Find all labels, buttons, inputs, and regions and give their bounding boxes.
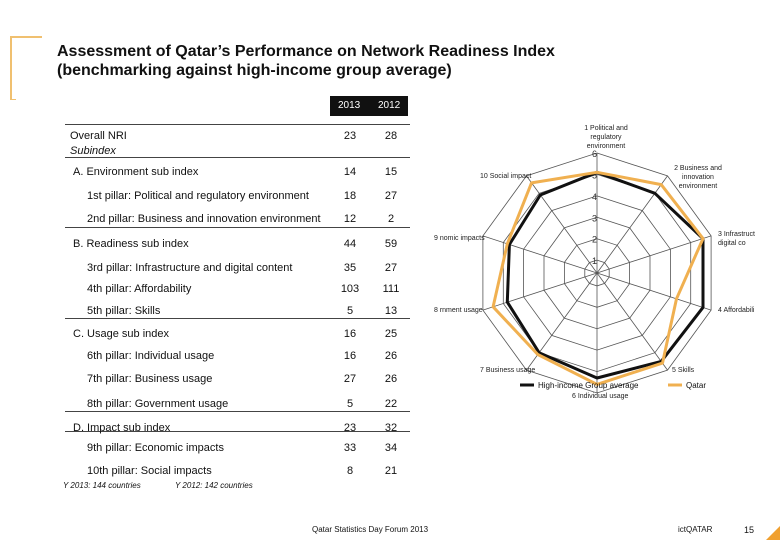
title-line-2: (benchmarking against high-income group average) [57, 62, 452, 79]
radar-tick-label: 4 [592, 191, 598, 202]
table-cell-2013: 27 [343, 373, 357, 385]
radar-spoke [527, 176, 598, 273]
table-cell-2012: 28 [384, 130, 398, 142]
radar-series-qatar [493, 172, 703, 384]
radar-axis-label: 5 Skills [672, 367, 695, 374]
table-row-label: 9th pillar: Economic impacts [87, 442, 224, 454]
table-row-label: B. Readiness sub index [73, 238, 189, 250]
radar-axis-label: digital co [718, 240, 746, 247]
radar-tick-label: 3 [592, 213, 598, 224]
radar-spoke [597, 236, 711, 273]
table-row-label: A. Environment sub index [73, 166, 199, 178]
table-cell-2013: 12 [343, 213, 357, 225]
table-cell-2013: 35 [343, 262, 357, 274]
radar-axis-label: 3 Infrastruct [718, 231, 755, 238]
table-cell-2012: 27 [384, 262, 398, 274]
footer-brand: ictQATAR [678, 525, 713, 534]
table-row-label: 5th pillar: Skills [87, 305, 161, 317]
table-row-label: D. Impact sub index [73, 422, 171, 434]
table-cell-2013: 23 [343, 130, 357, 142]
table-cell-2012: 26 [384, 350, 398, 362]
radar-spoke [597, 176, 668, 273]
table-cell-2013: 18 [343, 190, 357, 202]
table-cell-2012: 111 [382, 283, 400, 295]
radar-tick-label: 6 [592, 149, 598, 159]
table-cell-2013: 23 [343, 422, 357, 434]
footnote-2012: Y 2012: 142 countries [175, 481, 253, 490]
radar-axis-label: 2 Business and [674, 165, 722, 172]
table-row-label: 8th pillar: Government usage [87, 398, 229, 410]
radar-axis-label: 4 Affordabili [718, 307, 755, 314]
table-cell-2012: 22 [384, 398, 398, 410]
col-2013-header: 2013 [338, 100, 361, 111]
table-row-label: C. Usage sub index [73, 328, 169, 340]
radar-axis-label: environment [586, 143, 626, 150]
table-row-label: 1st pillar: Political and regulatory environment [87, 190, 309, 202]
radar-tick-label: 1 [592, 256, 598, 267]
radar-axis-label: innovation [682, 174, 714, 181]
table-cell-2012: 27 [384, 190, 398, 202]
table-row-label: Overall NRI [70, 130, 127, 142]
table-row-label: 10th pillar: Social impacts [87, 465, 212, 477]
table-cell-2012: 34 [384, 442, 398, 454]
radar-axis-label: 8 rnment usage [434, 307, 483, 314]
table-cell-2012: 59 [384, 238, 398, 250]
radar-axis-label: regulatory [590, 134, 622, 141]
table-cell-2012: 13 [384, 305, 398, 317]
table-cell-2013: 103 [340, 283, 360, 295]
table-row-label: 4th pillar: Affordability [87, 283, 192, 295]
table-cell-2012: 25 [384, 328, 398, 340]
radar-axis-label: 1 Political and [584, 125, 628, 132]
table-cell-2012: 15 [384, 166, 398, 178]
legend-label: Qatar [686, 381, 707, 390]
col-2012-header: 2012 [378, 100, 401, 111]
table-cell-2013: 14 [343, 166, 357, 178]
legend-label: High-income Group average [538, 381, 639, 390]
table-row-label: 7th pillar: Business usage [87, 373, 213, 385]
table-cell-2013: 8 [346, 465, 354, 477]
radar-axis-label: 6 Individual usage [572, 393, 629, 400]
table-cell-2012: 2 [387, 213, 395, 225]
table-cell-2013: 44 [343, 238, 357, 250]
table-row-label: 2nd pillar: Business and innovation environment [87, 213, 321, 225]
corner-decoration [766, 526, 780, 540]
table-row-label: 6th pillar: Individual usage [87, 350, 215, 362]
title-line-1: Assessment of Qatar’s Performance on Network Readiness Index [57, 43, 555, 60]
table-cell-2013: 5 [346, 305, 354, 317]
footer-event: Qatar Statistics Day Forum 2013 [312, 525, 429, 534]
table-cell-2013: 5 [346, 398, 354, 410]
table-row-label: 3rd pillar: Infrastructure and digital content [87, 262, 293, 274]
radar-spoke [597, 273, 668, 370]
radar-axis-label: 10 Social impact [480, 173, 532, 180]
radar-spoke [597, 273, 711, 310]
table-cell-2013: 16 [343, 328, 357, 340]
radar-axis-label: 7 Business usage [480, 367, 536, 374]
radar-axis-label: environment [678, 183, 718, 190]
radar-axis-label: 9 nomic impacts [434, 235, 485, 242]
table-cell-2012: 21 [384, 465, 398, 477]
radar-tick-label: 5 [592, 170, 598, 181]
table-cell-2012: 26 [384, 373, 398, 385]
radar-spoke [483, 236, 597, 273]
table-row-label: Subindex [70, 145, 116, 157]
radar-tick-label: 2 [592, 234, 598, 245]
table-cell-2012: 32 [384, 422, 398, 434]
page-number: 15 [744, 525, 755, 535]
table-cell-2013: 16 [343, 350, 357, 362]
footnote-2013: Y 2013: 144 countries [63, 481, 141, 490]
table-cell-2013: 33 [343, 442, 357, 454]
